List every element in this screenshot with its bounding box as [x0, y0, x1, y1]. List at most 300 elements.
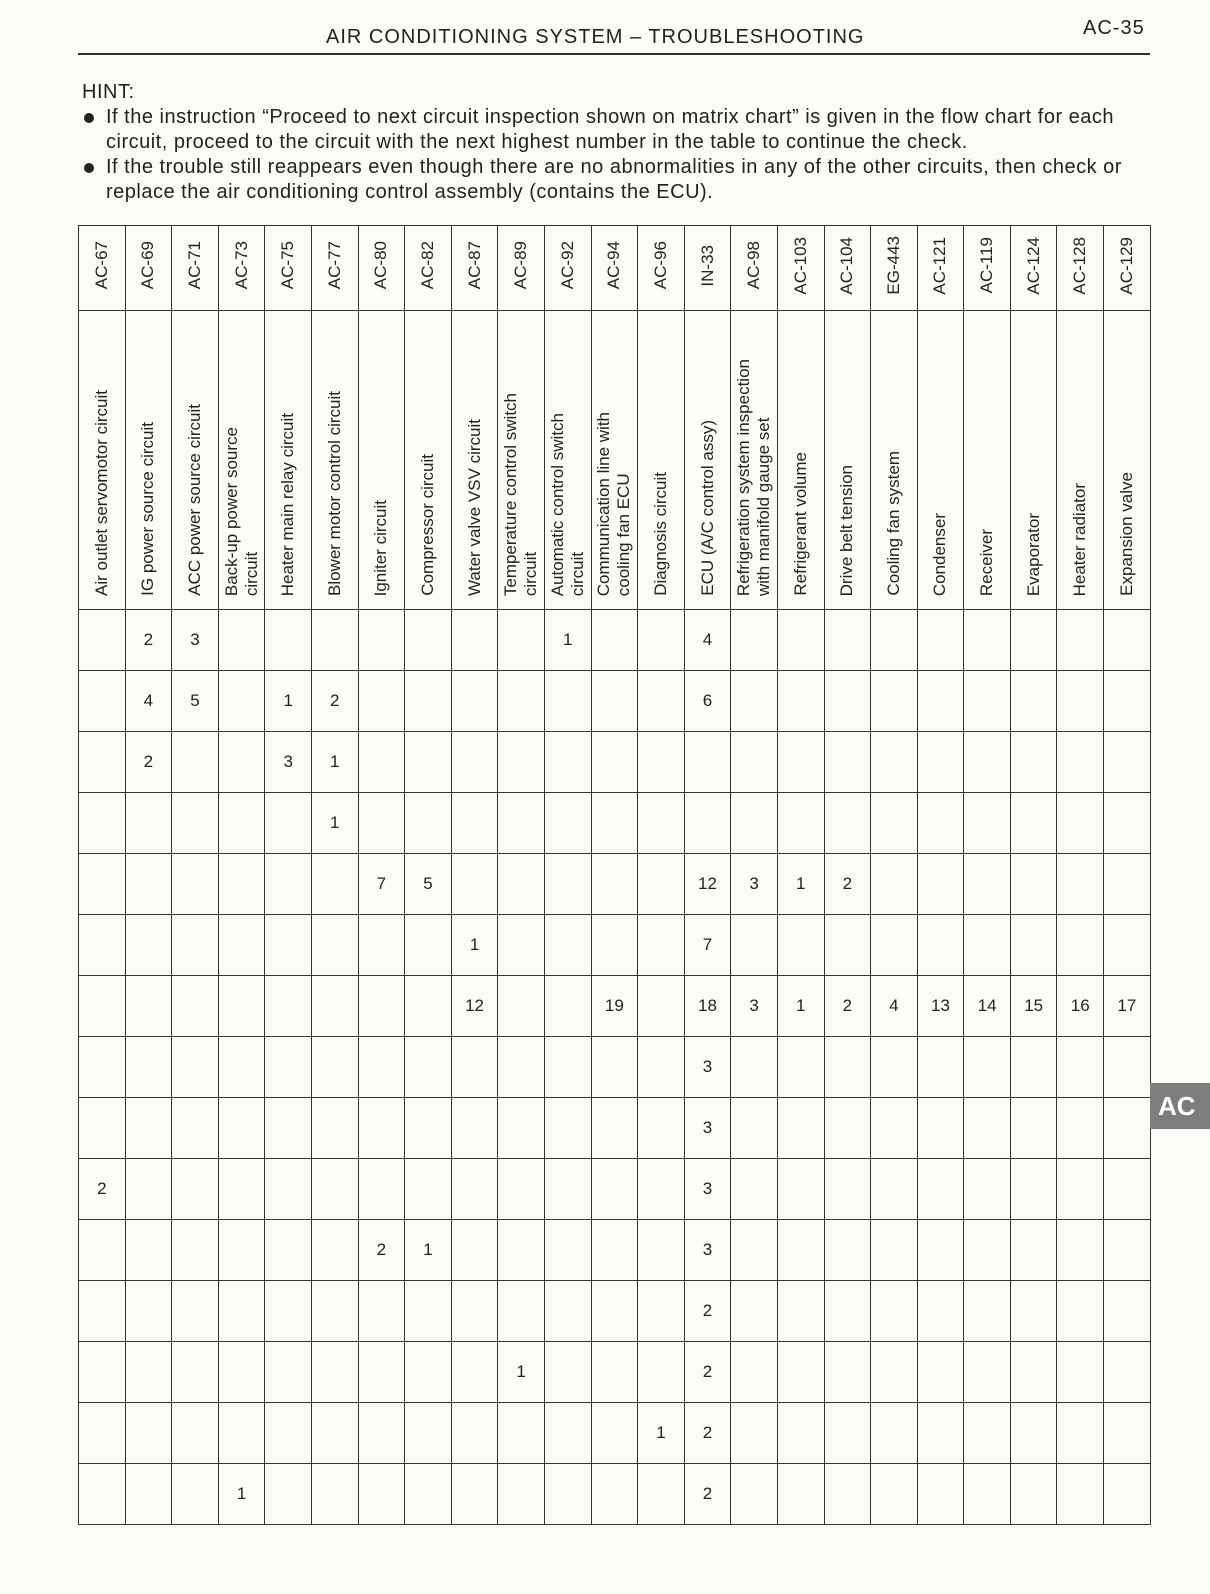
matrix-cell: 4 [684, 610, 731, 671]
matrix-cell [1104, 793, 1151, 854]
matrix-cell [638, 1281, 685, 1342]
matrix-cell [824, 1037, 871, 1098]
matrix-cell [79, 793, 126, 854]
matrix-cell [824, 1159, 871, 1220]
matrix-cell [451, 610, 498, 671]
matrix-cell: 1 [777, 976, 824, 1037]
matrix-cell [871, 915, 918, 976]
item-name-cell [871, 311, 918, 610]
matrix-cell [871, 1220, 918, 1281]
matrix-cell [964, 915, 1011, 976]
matrix-cell [451, 854, 498, 915]
item-name: Heater radiator [1070, 482, 1090, 596]
item-name-row [79, 311, 1151, 610]
item-name-cell [964, 311, 1011, 610]
item-name: Heater main relay circuit [278, 412, 298, 596]
matrix-cell [498, 1464, 545, 1525]
matrix-cell [1104, 1464, 1151, 1525]
matrix-cell [405, 915, 452, 976]
matrix-cell [218, 1281, 265, 1342]
page-ref-cell [1057, 226, 1104, 311]
page-ref: AC-92 [557, 241, 577, 290]
matrix-cell [451, 1403, 498, 1464]
matrix-cell [638, 1098, 685, 1159]
matrix-cell [311, 915, 358, 976]
matrix-cell [1057, 610, 1104, 671]
matrix-cell [1010, 671, 1057, 732]
matrix-cell [731, 1403, 778, 1464]
matrix-cell [79, 671, 126, 732]
matrix-cell [824, 732, 871, 793]
matrix-cell [172, 1342, 219, 1403]
page-ref: AC-119 [977, 237, 997, 294]
matrix-cell [964, 1281, 1011, 1342]
matrix-cell [265, 915, 312, 976]
matrix-cell [265, 1403, 312, 1464]
matrix-cell [125, 1159, 172, 1220]
page-ref-cell [405, 226, 452, 311]
matrix-cell [824, 671, 871, 732]
page-ref: AC-128 [1070, 236, 1090, 295]
matrix-cell [125, 1281, 172, 1342]
matrix-cell: 2 [824, 854, 871, 915]
matrix-cell [218, 1220, 265, 1281]
matrix-cell [358, 976, 405, 1037]
matrix-cell [917, 915, 964, 976]
matrix-cell: 1 [498, 1342, 545, 1403]
matrix-cell [125, 1342, 172, 1403]
page-ref-cell [311, 226, 358, 311]
matrix-cell [544, 1159, 591, 1220]
matrix-cell [1104, 1098, 1151, 1159]
matrix-cell [172, 854, 219, 915]
matrix-cell [591, 671, 638, 732]
matrix-cell: 5 [172, 671, 219, 732]
matrix-cell [544, 1220, 591, 1281]
page-ref-cell [498, 226, 545, 311]
matrix-cell [1057, 671, 1104, 732]
matrix-cell [172, 1037, 219, 1098]
matrix-cell [638, 1464, 685, 1525]
matrix-cell [917, 1464, 964, 1525]
matrix-cell [917, 671, 964, 732]
page-ref-cell [218, 226, 265, 311]
matrix-cell [125, 1403, 172, 1464]
matrix-cell [125, 1037, 172, 1098]
matrix-cell [172, 915, 219, 976]
matrix-cell [964, 793, 1011, 854]
item-name-cell [172, 311, 219, 610]
matrix-cell [1010, 915, 1057, 976]
matrix-cell [731, 1220, 778, 1281]
item-name-cell [917, 311, 964, 610]
matrix-cell: 12 [684, 854, 731, 915]
item-name: Compressor circuit [417, 454, 437, 596]
matrix-cell: 18 [684, 976, 731, 1037]
matrix-cell [451, 671, 498, 732]
matrix-cell [964, 1098, 1011, 1159]
matrix-cell [172, 793, 219, 854]
matrix-cell [964, 1342, 1011, 1403]
matrix-cell [824, 793, 871, 854]
header-rule [78, 53, 1150, 55]
matrix-cell [218, 915, 265, 976]
matrix-cell [79, 1037, 126, 1098]
matrix-cell [1104, 671, 1151, 732]
item-name-cell [544, 311, 591, 610]
matrix-cell [731, 732, 778, 793]
matrix-cell [824, 1464, 871, 1525]
matrix-cell: 1 [218, 1464, 265, 1525]
matrix-cell [824, 610, 871, 671]
matrix-cell [591, 1159, 638, 1220]
item-name-cell [684, 311, 731, 610]
matrix-cell [311, 610, 358, 671]
matrix-cell [358, 1281, 405, 1342]
matrix-cell: 2 [311, 671, 358, 732]
matrix-cell [358, 915, 405, 976]
matrix-cell [1057, 1342, 1104, 1403]
matrix-cell [544, 1098, 591, 1159]
matrix-chart [78, 225, 1151, 1525]
matrix-cell [358, 610, 405, 671]
table-row [79, 1342, 1151, 1403]
matrix-cell [1104, 1342, 1151, 1403]
matrix-cell: 6 [684, 671, 731, 732]
matrix-cell [917, 793, 964, 854]
table-row [79, 1464, 1151, 1525]
matrix-cell: 13 [917, 976, 964, 1037]
item-name: Drive belt tension [837, 464, 857, 596]
matrix-cell: 2 [684, 1342, 731, 1403]
matrix-cell [265, 1220, 312, 1281]
page-ref: AC-129 [1116, 236, 1136, 295]
item-name: Blower motor control circuit [324, 390, 344, 596]
table-row [79, 915, 1151, 976]
matrix-cell [638, 976, 685, 1037]
matrix-cell [1057, 1403, 1104, 1464]
matrix-cell [358, 1464, 405, 1525]
matrix-cell [498, 915, 545, 976]
matrix-cell [218, 1342, 265, 1403]
hint-title: HINT: [82, 81, 135, 103]
matrix-cell [218, 1403, 265, 1464]
matrix-cell [871, 1159, 918, 1220]
matrix-cell [311, 1403, 358, 1464]
matrix-cell [358, 1159, 405, 1220]
matrix-cell [1104, 854, 1151, 915]
matrix-cell: 1 [405, 1220, 452, 1281]
matrix-cell [964, 854, 1011, 915]
matrix-cell [591, 793, 638, 854]
matrix-cell [591, 1342, 638, 1403]
matrix-cell [358, 732, 405, 793]
matrix-cell [311, 1037, 358, 1098]
page-ref-cell [591, 226, 638, 311]
matrix-cell [777, 671, 824, 732]
section-tab: AC [1150, 1083, 1210, 1129]
matrix-cell [591, 1037, 638, 1098]
matrix-cell [451, 1098, 498, 1159]
page-number: AC-35 [1083, 17, 1145, 39]
matrix-cell [498, 1281, 545, 1342]
matrix-cell [218, 854, 265, 915]
matrix-cell [544, 1464, 591, 1525]
page-ref: AC-77 [324, 241, 344, 290]
matrix-cell [451, 1037, 498, 1098]
matrix-cell [871, 1281, 918, 1342]
matrix-cell [265, 1037, 312, 1098]
matrix-cell [265, 1098, 312, 1159]
page-ref: AC-124 [1023, 236, 1043, 295]
page-ref-cell [1104, 226, 1151, 311]
matrix-cell [1104, 1037, 1151, 1098]
matrix-cell [871, 854, 918, 915]
matrix-cell [451, 1281, 498, 1342]
matrix-cell [451, 1342, 498, 1403]
matrix-cell [172, 1403, 219, 1464]
matrix-cell [311, 854, 358, 915]
matrix-cell [125, 854, 172, 915]
matrix-cell [731, 671, 778, 732]
matrix-cell: 1 [777, 854, 824, 915]
matrix-cell [79, 1281, 126, 1342]
page-ref: AC-71 [184, 241, 204, 290]
matrix-cell [79, 1464, 126, 1525]
matrix-cell [358, 793, 405, 854]
item-name-cell [265, 311, 312, 610]
matrix-cell [731, 1342, 778, 1403]
matrix-cell [405, 1037, 452, 1098]
matrix-cell [79, 610, 126, 671]
matrix-cell [451, 793, 498, 854]
matrix-cell [498, 732, 545, 793]
matrix-cell [684, 732, 731, 793]
matrix-cell [591, 732, 638, 793]
matrix-cell [451, 732, 498, 793]
hint-item-text: If the instruction “Proceed to next circuit inspection shown on matrix chart” is given in the flow chart for each circuit, proceed to the circuit with the next highest number in the table to continue the check. [106, 106, 1115, 153]
matrix-cell: 3 [265, 732, 312, 793]
matrix-cell [451, 1464, 498, 1525]
matrix-cell [544, 1037, 591, 1098]
matrix-cell [79, 854, 126, 915]
matrix-cell [218, 610, 265, 671]
matrix-cell [777, 915, 824, 976]
matrix-cell [591, 1220, 638, 1281]
matrix-cell: 2 [684, 1281, 731, 1342]
matrix-cell: 19 [591, 976, 638, 1037]
matrix-cell [871, 1098, 918, 1159]
matrix-cell: 2 [79, 1159, 126, 1220]
item-name-cell [311, 311, 358, 610]
matrix-cell [544, 854, 591, 915]
matrix-cell [498, 854, 545, 915]
matrix-cell [777, 793, 824, 854]
table-row [79, 1220, 1151, 1281]
matrix-cell [218, 1098, 265, 1159]
matrix-cell [79, 1403, 126, 1464]
matrix-cell: 3 [684, 1037, 731, 1098]
matrix-cell [964, 610, 1011, 671]
matrix-cell [777, 1403, 824, 1464]
hint-item [82, 155, 1162, 205]
matrix-cell [1057, 854, 1104, 915]
matrix-cell [498, 976, 545, 1037]
table-row [79, 1037, 1151, 1098]
matrix-cell [451, 1220, 498, 1281]
matrix-cell [125, 1098, 172, 1159]
matrix-cell [311, 1159, 358, 1220]
matrix-cell [1057, 1464, 1104, 1525]
item-name: Automatic control switch circuit [547, 412, 587, 596]
matrix-cell [218, 1037, 265, 1098]
matrix-cell [871, 793, 918, 854]
matrix-cell [544, 1281, 591, 1342]
item-name: Expansion valve [1116, 472, 1136, 596]
matrix-cell [218, 793, 265, 854]
item-name-cell [1010, 311, 1057, 610]
item-name: ECU (A/C control assy) [697, 420, 717, 596]
matrix-cell [917, 1098, 964, 1159]
page-ref-cell [172, 226, 219, 311]
matrix-cell [172, 1220, 219, 1281]
matrix-cell [498, 1159, 545, 1220]
matrix-cell [917, 1403, 964, 1464]
matrix-cell [498, 671, 545, 732]
matrix-cell [824, 1342, 871, 1403]
matrix-cell: 3 [684, 1220, 731, 1281]
matrix-cell [1104, 1403, 1151, 1464]
matrix-cell [824, 1281, 871, 1342]
matrix-cell [405, 610, 452, 671]
item-name: Receiver [977, 528, 997, 596]
page-ref: AC-96 [650, 241, 670, 290]
page-ref-cell [964, 226, 1011, 311]
matrix-cell [777, 1220, 824, 1281]
matrix-cell [1010, 1342, 1057, 1403]
matrix-cell [498, 1220, 545, 1281]
matrix-cell [79, 1098, 126, 1159]
matrix-cell [777, 1098, 824, 1159]
item-name: IG power source circuit [138, 422, 158, 596]
matrix-cell [1010, 1281, 1057, 1342]
bullet-icon [84, 163, 94, 173]
matrix-cell [731, 1098, 778, 1159]
matrix-cell [125, 915, 172, 976]
matrix-cell [871, 1464, 918, 1525]
item-name: Condenser [930, 512, 950, 596]
matrix-cell [638, 1342, 685, 1403]
matrix-cell: 17 [1104, 976, 1151, 1037]
item-name-cell [731, 311, 778, 610]
matrix-cell [405, 793, 452, 854]
matrix-cell [451, 1159, 498, 1220]
matrix-cell [777, 732, 824, 793]
matrix-cell [591, 610, 638, 671]
matrix-cell [591, 1281, 638, 1342]
page-ref-cell [358, 226, 405, 311]
matrix-cell [917, 1037, 964, 1098]
page-ref: AC-94 [604, 241, 624, 290]
page-ref: IN-33 [697, 244, 717, 287]
matrix-cell [1010, 1464, 1057, 1525]
matrix-cell: 15 [1010, 976, 1057, 1037]
item-name-cell [405, 311, 452, 610]
page-ref: AC-73 [231, 241, 251, 290]
matrix-cell [964, 732, 1011, 793]
page-ref: AC-121 [930, 236, 950, 295]
table-row [79, 610, 1151, 671]
page-ref-cell [544, 226, 591, 311]
matrix-cell: 2 [125, 732, 172, 793]
matrix-cell [405, 1159, 452, 1220]
matrix-cell [871, 1342, 918, 1403]
item-name-cell [777, 311, 824, 610]
matrix-cell [358, 1098, 405, 1159]
page-ref: AC-82 [417, 241, 437, 290]
item-name-cell [125, 311, 172, 610]
item-name-cell [218, 311, 265, 610]
page-ref: EG-443 [883, 236, 903, 295]
matrix-cell [1104, 915, 1151, 976]
matrix-cell [498, 1098, 545, 1159]
page-ref-cell [638, 226, 685, 311]
matrix-cell [777, 1159, 824, 1220]
matrix-cell [405, 1098, 452, 1159]
matrix-cell [544, 732, 591, 793]
matrix-cell [265, 1159, 312, 1220]
matrix-cell [544, 1403, 591, 1464]
matrix-cell [1104, 1159, 1151, 1220]
page-ref-cell [871, 226, 918, 311]
matrix-cell [358, 671, 405, 732]
page-ref-cell [125, 226, 172, 311]
matrix-cell [498, 610, 545, 671]
page-ref: AC-67 [91, 241, 111, 290]
item-name: Diagnosis circuit [650, 472, 670, 596]
matrix-cell [638, 671, 685, 732]
matrix-cell [79, 976, 126, 1037]
matrix-cell [265, 1281, 312, 1342]
matrix-cell: 3 [731, 976, 778, 1037]
matrix-cell [638, 1159, 685, 1220]
table-row [79, 1281, 1151, 1342]
matrix-cell [544, 1342, 591, 1403]
item-name-cell [1057, 311, 1104, 610]
item-name: Cooling fan system [883, 451, 903, 596]
matrix-cell [405, 732, 452, 793]
hint-block [82, 80, 1162, 205]
matrix-cell [265, 793, 312, 854]
matrix-cell [1057, 1098, 1104, 1159]
matrix-cell [777, 1464, 824, 1525]
matrix-cell [1104, 1281, 1151, 1342]
matrix-cell [917, 1342, 964, 1403]
matrix-cell [544, 793, 591, 854]
matrix-cell [172, 976, 219, 1037]
matrix-cell [544, 915, 591, 976]
page-ref-cell [684, 226, 731, 311]
matrix-cell [1057, 1220, 1104, 1281]
matrix-cell [311, 1220, 358, 1281]
matrix-cell [964, 671, 1011, 732]
table-row [79, 732, 1151, 793]
matrix-cell [1010, 793, 1057, 854]
matrix-cell: 7 [684, 915, 731, 976]
page-ref: AC-69 [138, 241, 158, 290]
item-name: Air outlet servomotor circuit [91, 390, 111, 596]
page-ref-cell [1010, 226, 1057, 311]
